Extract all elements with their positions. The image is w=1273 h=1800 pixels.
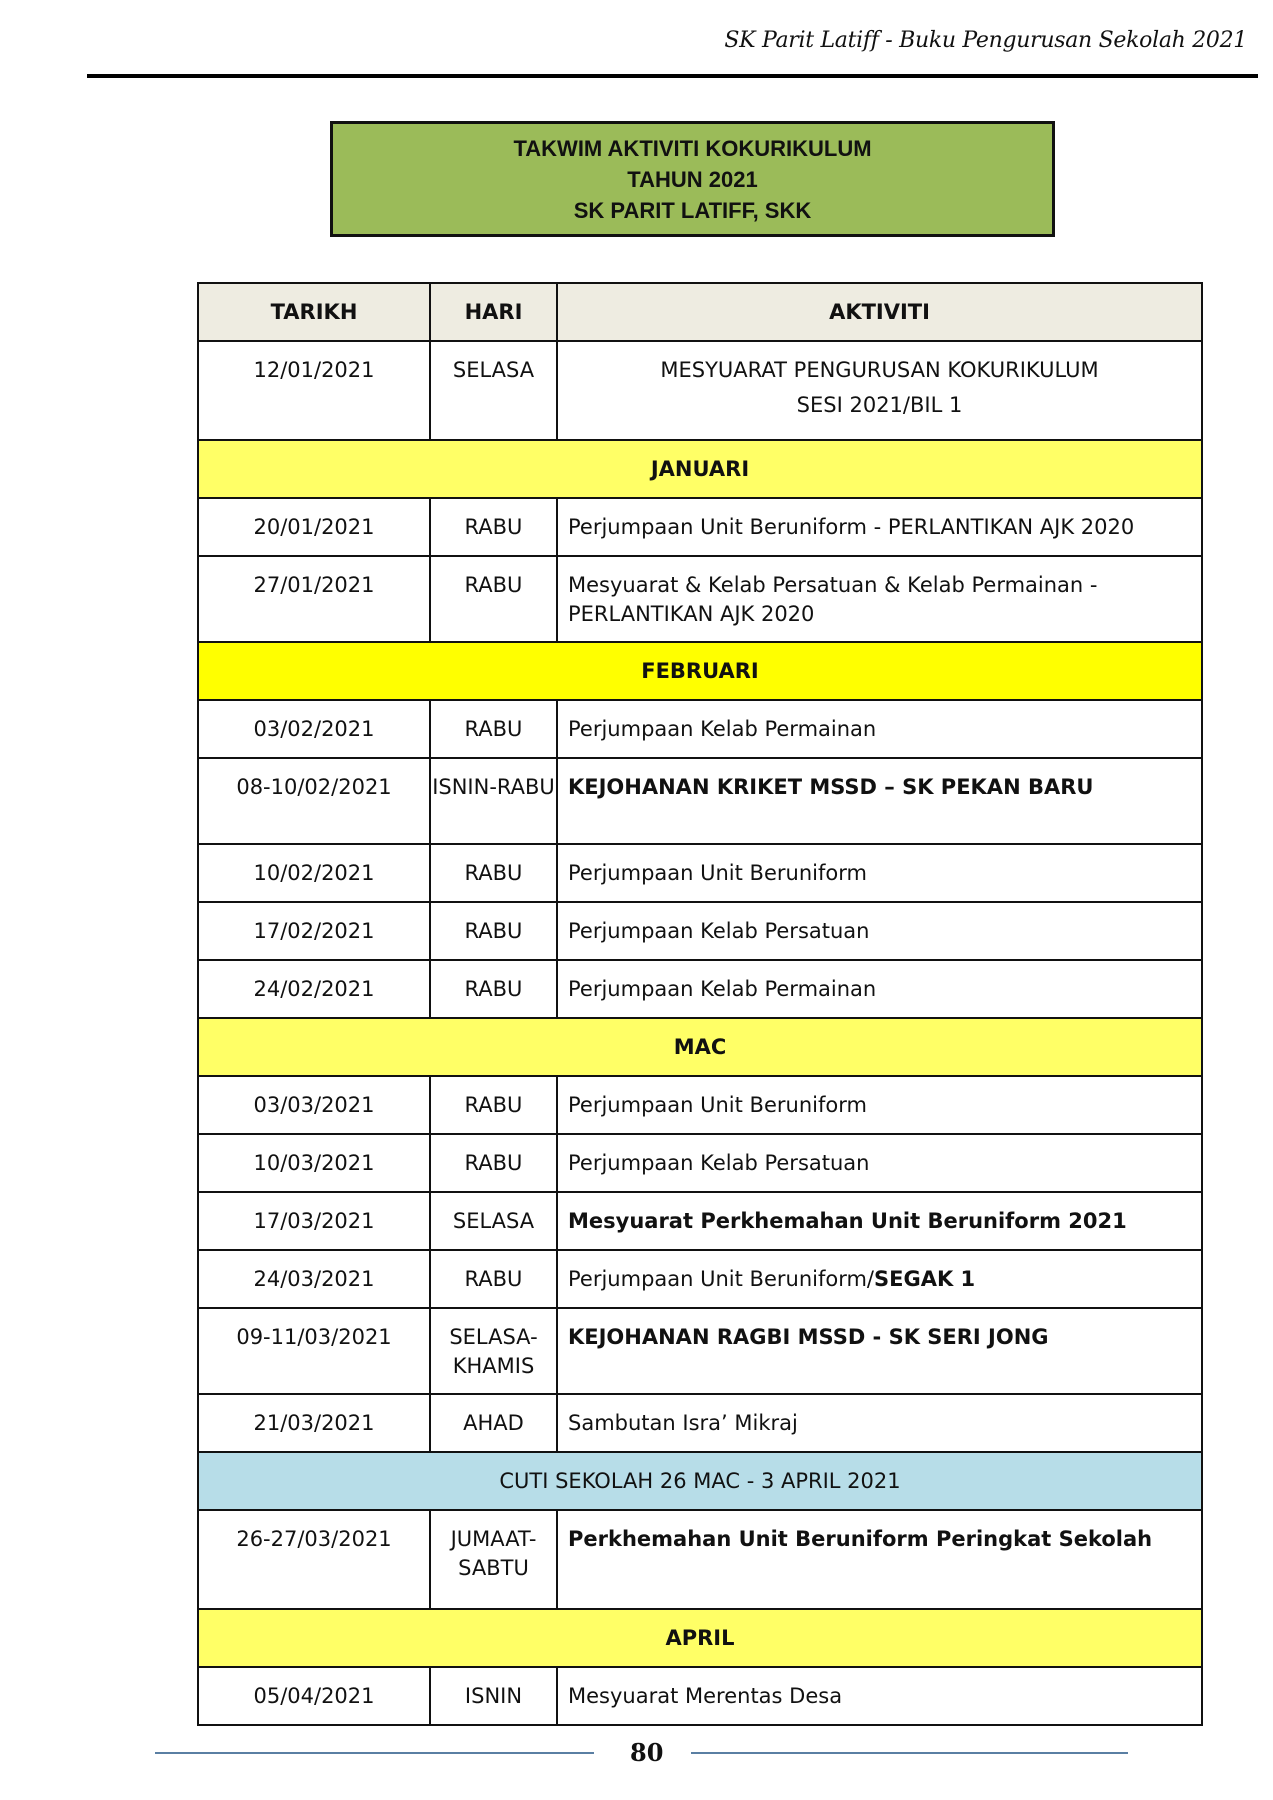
date-text: 03/03/2021 bbox=[253, 1093, 375, 1117]
activity-text bbox=[568, 1251, 1191, 1294]
table-row bbox=[198, 902, 1202, 960]
page-number: 80 bbox=[630, 1738, 664, 1767]
activity-cell bbox=[557, 1250, 1202, 1308]
day-text: SELASA bbox=[452, 1209, 535, 1233]
activity-text-part: Perjumpaan Unit Beruniform/ bbox=[568, 1267, 874, 1291]
date-text: 24/03/2021 bbox=[253, 1267, 375, 1291]
activity-text-bold: KEJOHANAN RAGBI MSSD - SK SERI JONG bbox=[568, 1325, 1049, 1349]
footer-line-left bbox=[155, 1752, 594, 1754]
day-cell bbox=[430, 498, 557, 556]
header-rule bbox=[87, 74, 1258, 78]
activity-cell bbox=[557, 341, 1202, 440]
table-row bbox=[198, 1308, 1202, 1394]
table-row bbox=[198, 1134, 1202, 1192]
day-text: SELASA-KHAMIS bbox=[449, 1325, 538, 1378]
table-row bbox=[198, 1076, 1202, 1134]
title-line-1: TAKWIM AKTIVITI KOKURIKULUM bbox=[513, 135, 872, 161]
activity-cell bbox=[557, 960, 1202, 1018]
activity-cell bbox=[557, 1667, 1202, 1725]
day-cell bbox=[430, 960, 557, 1018]
date-text: 09-11/03/2021 bbox=[236, 1325, 392, 1349]
date-cell bbox=[198, 1308, 430, 1394]
table-row bbox=[198, 1510, 1202, 1609]
activity-text-bold: Mesyuarat Perkhemahan Unit Beruniform 2021 bbox=[568, 1209, 1127, 1233]
activity-text-part: Mesyuarat Merentas Desa bbox=[568, 1684, 843, 1708]
activity-text bbox=[568, 1077, 1191, 1120]
date-text: 03/02/2021 bbox=[253, 717, 375, 741]
column-header-activity: AKTIVITI bbox=[557, 283, 1202, 341]
table-body bbox=[198, 341, 1202, 1725]
day-cell bbox=[430, 844, 557, 902]
date-text: 12/01/2021 bbox=[253, 358, 375, 382]
table-row bbox=[198, 844, 1202, 902]
activity-cell bbox=[557, 1192, 1202, 1250]
month-label: FEBRUARI bbox=[198, 642, 1202, 700]
day-cell bbox=[430, 758, 557, 844]
day-cell bbox=[430, 1076, 557, 1134]
day-text: RABU bbox=[464, 573, 523, 597]
date-text: 20/01/2021 bbox=[253, 515, 375, 539]
date-text: 10/02/2021 bbox=[253, 861, 375, 885]
column-header-day: HARI bbox=[430, 283, 557, 341]
activity-calendar-table bbox=[197, 282, 1203, 1726]
activity-text-part: Sambutan Isra’ Mikraj bbox=[568, 1411, 798, 1435]
activity-text-line: SESI 2021/BIL 1 bbox=[796, 393, 963, 417]
month-row bbox=[198, 1018, 1202, 1076]
date-text: 17/02/2021 bbox=[253, 919, 375, 943]
date-cell bbox=[198, 758, 430, 844]
title-box bbox=[330, 121, 1055, 237]
activity-text bbox=[568, 701, 1191, 744]
table-row bbox=[198, 960, 1202, 1018]
activity-text-part: Perjumpaan Unit Beruniform bbox=[568, 1093, 867, 1117]
month-label: JANUARI bbox=[198, 440, 1202, 498]
date-text: 08-10/02/2021 bbox=[236, 775, 392, 799]
activity-text bbox=[568, 557, 1191, 629]
day-cell bbox=[430, 1192, 557, 1250]
day-cell bbox=[430, 1308, 557, 1394]
date-cell bbox=[198, 1510, 430, 1609]
activity-text-part: Perjumpaan Kelab Permainan bbox=[568, 717, 877, 741]
month-label: APRIL bbox=[198, 1609, 1202, 1667]
date-cell bbox=[198, 498, 430, 556]
date-cell bbox=[198, 1667, 430, 1725]
date-cell bbox=[198, 556, 430, 642]
table-row bbox=[198, 1192, 1202, 1250]
day-cell bbox=[430, 1510, 557, 1609]
holiday-row bbox=[198, 1452, 1202, 1510]
day-cell bbox=[430, 556, 557, 642]
activity-text bbox=[568, 1668, 1191, 1711]
activity-cell bbox=[557, 1076, 1202, 1134]
activity-text bbox=[568, 961, 1191, 1004]
date-cell bbox=[198, 1394, 430, 1452]
day-text: RABU bbox=[464, 977, 523, 1001]
activity-cell bbox=[557, 700, 1202, 758]
activity-text-part: Perjumpaan Kelab Persatuan bbox=[568, 919, 870, 943]
day-text: RABU bbox=[464, 717, 523, 741]
activity-cell bbox=[557, 1394, 1202, 1452]
day-text: RABU bbox=[464, 515, 523, 539]
activity-text bbox=[568, 845, 1191, 888]
date-cell bbox=[198, 1250, 430, 1308]
date-text: 05/04/2021 bbox=[253, 1684, 375, 1708]
day-cell bbox=[430, 1134, 557, 1192]
activity-text bbox=[568, 499, 1191, 542]
activity-text bbox=[568, 1395, 1191, 1438]
activity-cell bbox=[557, 844, 1202, 902]
day-cell bbox=[430, 902, 557, 960]
date-cell bbox=[198, 341, 430, 440]
month-label: MAC bbox=[198, 1018, 1202, 1076]
day-text: RABU bbox=[464, 919, 523, 943]
date-cell bbox=[198, 700, 430, 758]
day-text: RABU bbox=[464, 1267, 523, 1291]
table-row bbox=[198, 758, 1202, 844]
activity-cell bbox=[557, 498, 1202, 556]
date-text: 21/03/2021 bbox=[253, 1411, 375, 1435]
day-text: SELASA bbox=[452, 358, 535, 382]
table-row bbox=[198, 1250, 1202, 1308]
holiday-label: CUTI SEKOLAH 26 MAC - 3 APRIL 2021 bbox=[198, 1452, 1202, 1510]
date-text: 27/01/2021 bbox=[253, 573, 375, 597]
activity-text-bold: Perkhemahan Unit Beruniform Peringkat Sekolah bbox=[568, 1527, 1153, 1551]
day-cell bbox=[430, 1250, 557, 1308]
table-row bbox=[198, 1394, 1202, 1452]
month-row bbox=[198, 642, 1202, 700]
activity-text bbox=[568, 1193, 1191, 1236]
date-text: 26-27/03/2021 bbox=[236, 1527, 392, 1551]
day-text: RABU bbox=[464, 1093, 523, 1117]
activity-text-bold: SEGAK 1 bbox=[874, 1267, 976, 1291]
activity-text bbox=[568, 342, 1191, 420]
day-cell bbox=[430, 1667, 557, 1725]
activity-text-part: Mesyuarat & Kelab Persatuan & Kelab Permainan - PERLANTIKAN AJK 2020 bbox=[568, 573, 1098, 626]
activity-text bbox=[568, 1135, 1191, 1178]
activity-cell bbox=[557, 1134, 1202, 1192]
date-cell bbox=[198, 1192, 430, 1250]
title-line-3: SK PARIT LATIFF, SKK bbox=[573, 197, 812, 223]
activity-text-bold: KEJOHANAN KRIKET MSSD – SK PEKAN BARU bbox=[568, 775, 1094, 799]
activity-text-part: Perjumpaan Unit Beruniform bbox=[568, 861, 867, 885]
date-cell bbox=[198, 1076, 430, 1134]
day-text: RABU bbox=[464, 861, 523, 885]
activity-text bbox=[568, 759, 1191, 802]
activity-text bbox=[568, 1511, 1191, 1554]
activity-cell bbox=[557, 1308, 1202, 1394]
activity-cell bbox=[557, 902, 1202, 960]
day-cell bbox=[430, 1394, 557, 1452]
table-row bbox=[198, 1667, 1202, 1725]
month-row bbox=[198, 1609, 1202, 1667]
date-text: 24/02/2021 bbox=[253, 977, 375, 1001]
day-text: JUMAAT-SABTU bbox=[450, 1527, 537, 1580]
date-cell bbox=[198, 902, 430, 960]
date-cell bbox=[198, 844, 430, 902]
activity-text-part: Perjumpaan Kelab Permainan bbox=[568, 977, 877, 1001]
activity-cell bbox=[557, 556, 1202, 642]
activity-text-part: MESYUARAT PENGURUSAN KOKURIKULUM bbox=[660, 358, 1099, 382]
activity-text bbox=[568, 903, 1191, 946]
activity-text-part: Perjumpaan Kelab Persatuan bbox=[568, 1151, 870, 1175]
table-row bbox=[198, 498, 1202, 556]
table-row bbox=[198, 700, 1202, 758]
date-cell bbox=[198, 1134, 430, 1192]
date-cell bbox=[198, 960, 430, 1018]
column-header-date: TARIKH bbox=[198, 283, 430, 341]
running-head: SK Parit Latiff - Buku Pengurusan Sekolah 2021 bbox=[724, 28, 1247, 53]
footer-line-right bbox=[691, 1752, 1128, 1754]
day-text: ISNIN-RABU bbox=[432, 775, 555, 799]
activity-cell bbox=[557, 758, 1202, 844]
table-row bbox=[198, 341, 1202, 440]
day-cell bbox=[430, 700, 557, 758]
table-row bbox=[198, 556, 1202, 642]
date-text: 17/03/2021 bbox=[253, 1209, 375, 1233]
month-row bbox=[198, 440, 1202, 498]
date-text: 10/03/2021 bbox=[253, 1151, 375, 1175]
activity-text-part: Perjumpaan Unit Beruniform - PERLANTIKAN AJK 2020 bbox=[568, 515, 1135, 539]
table-header-row bbox=[198, 283, 1202, 341]
title-line-2: TAHUN 2021 bbox=[627, 166, 758, 192]
day-text: RABU bbox=[464, 1151, 523, 1175]
day-text: AHAD bbox=[463, 1411, 524, 1435]
activity-text bbox=[568, 1309, 1191, 1352]
activity-cell bbox=[557, 1510, 1202, 1609]
day-text: ISNIN bbox=[464, 1684, 523, 1708]
day-cell bbox=[430, 341, 557, 440]
